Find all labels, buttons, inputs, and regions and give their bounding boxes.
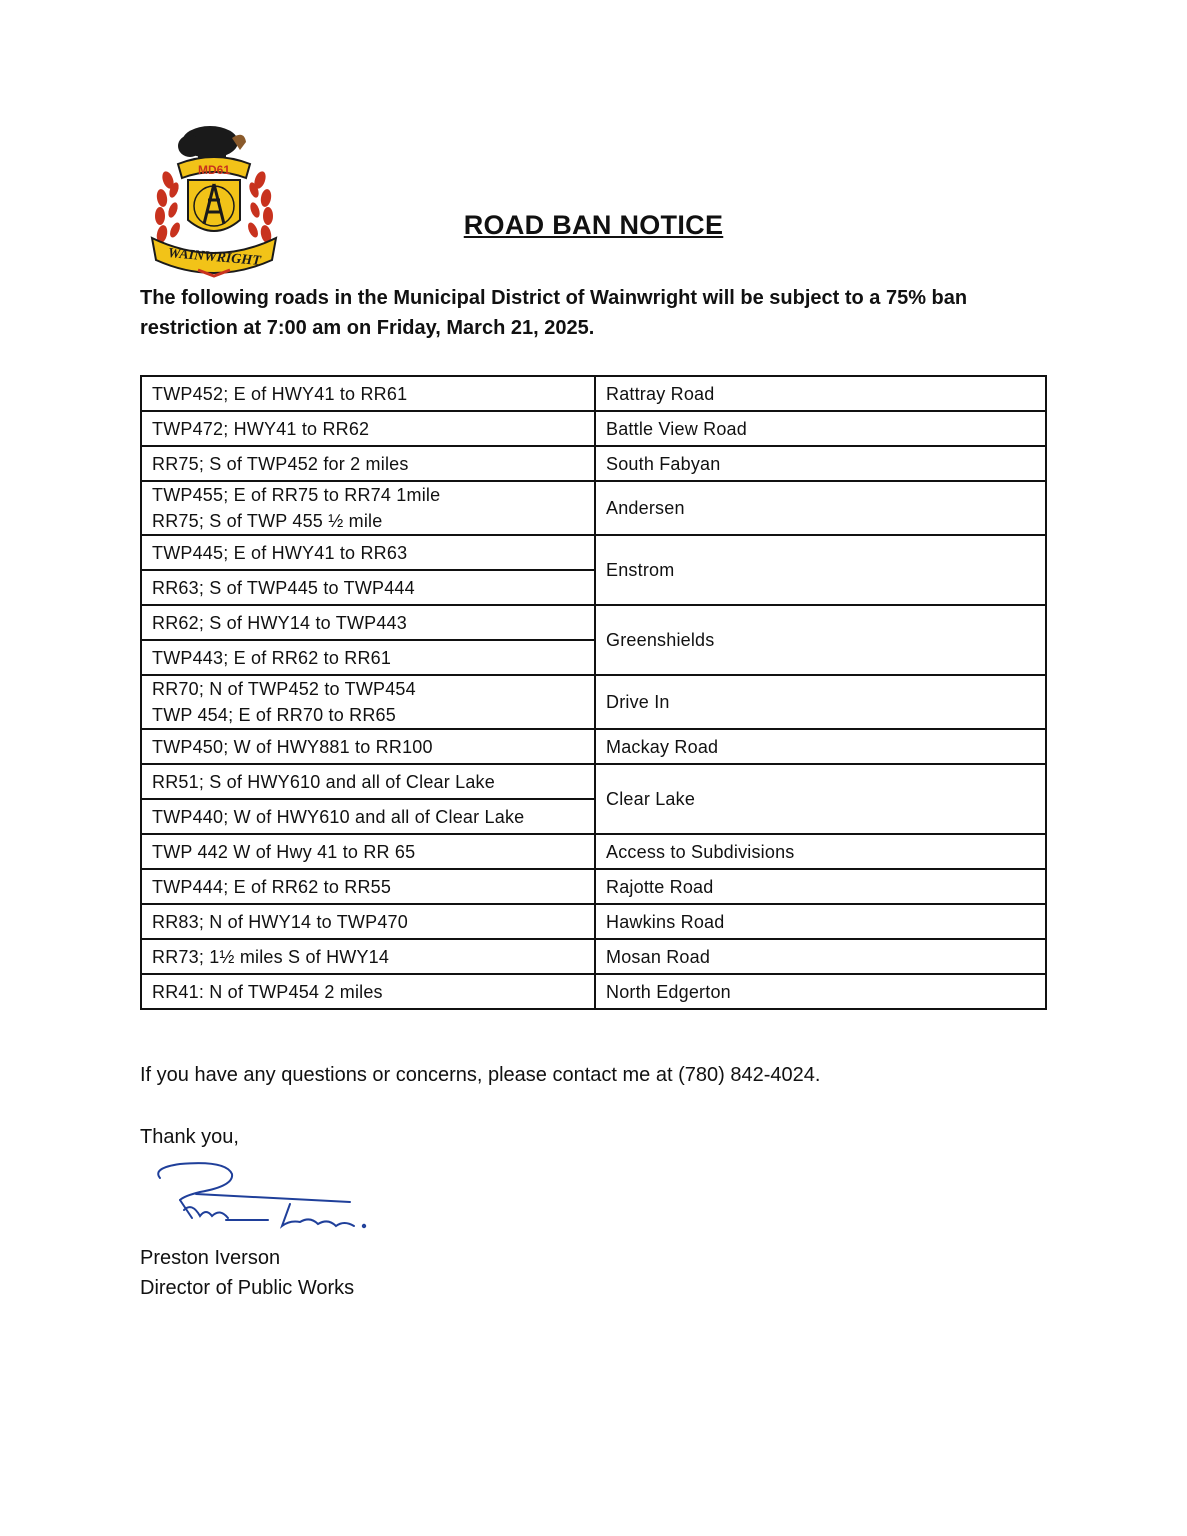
road-segment: RR75; S of TWP452 for 2 miles bbox=[152, 453, 409, 474]
road-segment: TWP450; W of HWY881 to RR100 bbox=[152, 736, 433, 757]
road-segment: RR73; 1½ miles S of HWY14 bbox=[152, 946, 390, 967]
table-row bbox=[141, 446, 1046, 481]
road-name-cell: Rattray Road bbox=[595, 376, 1046, 411]
road-name-cell: Enstrom bbox=[595, 535, 1046, 605]
table-row bbox=[141, 675, 1046, 729]
road-segment-cell bbox=[141, 675, 595, 729]
road-name-cell: South Fabyan bbox=[595, 446, 1046, 481]
road-segment-cell bbox=[141, 939, 595, 974]
road-name-cell: Andersen bbox=[595, 481, 1046, 535]
road-name-cell: Drive In bbox=[595, 675, 1046, 729]
road-ban-table bbox=[140, 375, 1047, 1010]
road-segment: RR41: N of TWP454 2 miles bbox=[152, 981, 383, 1002]
signer-name: Preston Iverson bbox=[140, 1247, 281, 1269]
handwritten-signature bbox=[140, 1156, 370, 1238]
road-segment: RR70; N of TWP452 to TWP454 bbox=[152, 679, 416, 699]
road-segment: TWP445; E of HWY41 to RR63 bbox=[152, 542, 408, 563]
road-segment-cell bbox=[141, 799, 595, 834]
road-segment: TWP 442 W of Hwy 41 to RR 65 bbox=[152, 841, 416, 862]
road-segment-cell bbox=[141, 640, 595, 675]
table-row bbox=[141, 535, 1046, 570]
table-row bbox=[141, 904, 1046, 939]
road-segment: TWP440; W of HWY610 and all of Clear Lake bbox=[152, 806, 525, 827]
table-row bbox=[141, 481, 1046, 535]
road-segment-cell bbox=[141, 376, 595, 411]
table-row bbox=[141, 939, 1046, 974]
road-name-cell: Hawkins Road bbox=[595, 904, 1046, 939]
table-row bbox=[141, 764, 1046, 799]
intro-text: The following roads in the Municipal District of Wainwright will be subject to a 75% ban restriction at 7:00 am on Friday, March 21, 2025. bbox=[140, 287, 968, 339]
road-segment-cell bbox=[141, 570, 595, 605]
road-segment: RR51; S of HWY610 and all of Clear Lake bbox=[152, 771, 495, 792]
table-row bbox=[141, 729, 1046, 764]
road-segment-cell bbox=[141, 764, 595, 799]
road-segment-cell bbox=[141, 869, 595, 904]
road-segment: TWP444; E of RR62 to RR55 bbox=[152, 876, 392, 897]
table-row bbox=[141, 974, 1046, 1009]
table-row bbox=[141, 605, 1046, 640]
road-segment-cell bbox=[141, 904, 595, 939]
road-segment: TWP455; E of RR75 to RR74 1mile bbox=[152, 485, 441, 505]
road-segment-cell bbox=[141, 834, 595, 869]
road-segment-cell bbox=[141, 535, 595, 570]
road-segment: TWP 454; E of RR70 to RR65 bbox=[152, 705, 396, 725]
road-name-cell: Access to Subdivisions bbox=[595, 834, 1046, 869]
road-name-cell: Mackay Road bbox=[595, 729, 1046, 764]
signer-position: Director of Public Works bbox=[140, 1277, 355, 1299]
road-segment-cell bbox=[141, 446, 595, 481]
table-row bbox=[141, 411, 1046, 446]
road-segment-cell bbox=[141, 974, 595, 1009]
road-segment-cell bbox=[141, 605, 595, 640]
road-segment: TWP472; HWY41 to RR62 bbox=[152, 418, 370, 439]
table-row bbox=[141, 869, 1046, 904]
closing-text: Thank you, bbox=[140, 1126, 239, 1148]
road-segment-cell bbox=[141, 729, 595, 764]
road-segment: TWP452; E of HWY41 to RR61 bbox=[152, 383, 408, 404]
road-name-cell: Mosan Road bbox=[595, 939, 1046, 974]
table-row bbox=[141, 834, 1046, 869]
banner-bottom-text: WAINWRIGHT bbox=[167, 245, 262, 270]
road-segment-cell bbox=[141, 481, 595, 535]
table-row bbox=[141, 376, 1046, 411]
signer-block bbox=[140, 1243, 354, 1303]
road-segment: RR83; N of HWY14 to TWP470 bbox=[152, 911, 408, 932]
road-segment: RR62; S of HWY14 to TWP443 bbox=[152, 612, 407, 633]
md-wainwright-logo bbox=[148, 120, 280, 278]
road-segment-cell bbox=[141, 411, 595, 446]
road-name-cell: Rajotte Road bbox=[595, 869, 1046, 904]
road-name-cell: North Edgerton bbox=[595, 974, 1046, 1009]
page-title: ROAD BAN NOTICE bbox=[463, 210, 724, 240]
road-segment: TWP443; E of RR62 to RR61 bbox=[152, 647, 392, 668]
road-name-cell: Clear Lake bbox=[595, 764, 1046, 834]
road-segment: RR75; S of TWP 455 ½ mile bbox=[152, 511, 383, 531]
road-segment: RR63; S of TWP445 to TWP444 bbox=[152, 577, 415, 598]
road-name-cell: Battle View Road bbox=[595, 411, 1046, 446]
banner-top-text: MD61 bbox=[197, 163, 231, 177]
contact-text: If you have any questions or concerns, please contact me at (780) 842-4024. bbox=[140, 1064, 821, 1086]
road-name-cell: Greenshields bbox=[595, 605, 1046, 675]
